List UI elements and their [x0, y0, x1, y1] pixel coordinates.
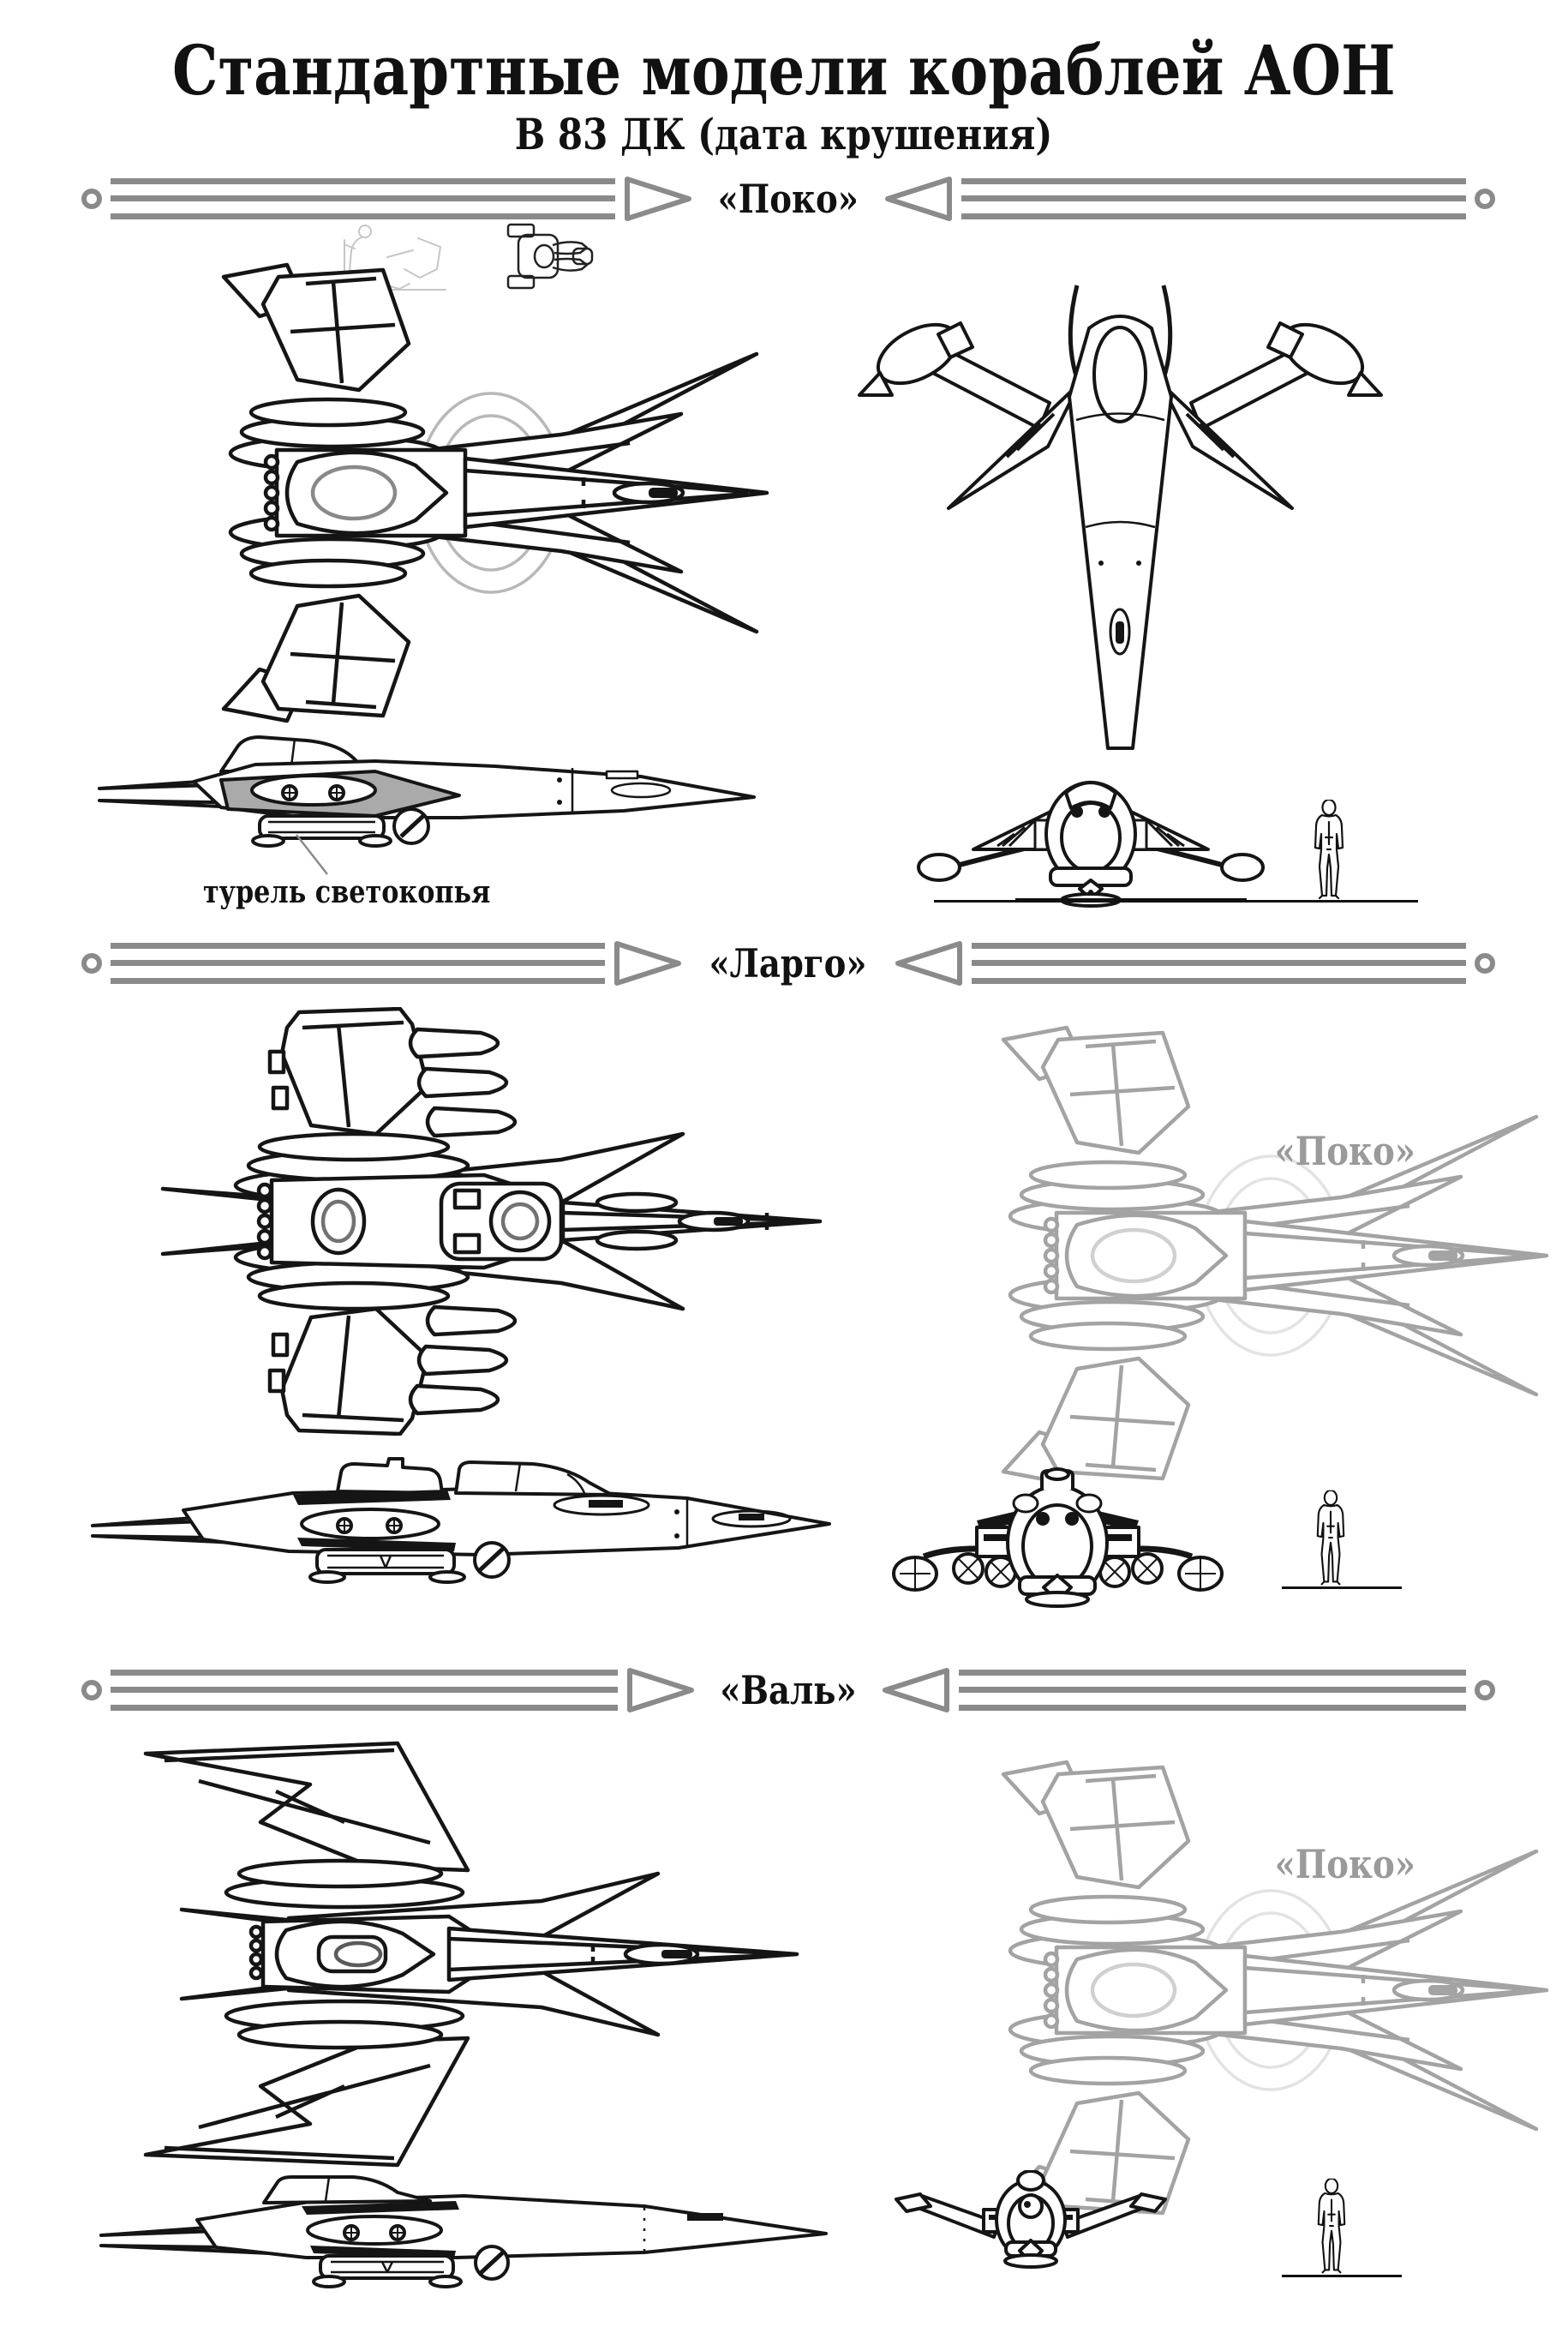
section-divider-largo	[81, 940, 1495, 987]
human-scale-figure	[1311, 800, 1347, 901]
arrow-right-icon	[613, 941, 682, 986]
poko-ghost-overlay-drawing	[861, 1016, 1555, 1496]
section-label-poko	[701, 176, 876, 222]
ghost-label-poko-text: «Поко»	[1274, 1128, 1416, 1174]
val-side-view-drawing	[96, 2170, 833, 2312]
ghost-label-poko	[1234, 1128, 1457, 1174]
page-subtitle-text: В 83 ДК (дата крушения)	[515, 109, 1053, 159]
poko-front-view-drawing	[907, 767, 1275, 909]
divider-bars	[111, 1670, 618, 1711]
largo-side-view-drawing	[87, 1457, 841, 1603]
section-divider-val	[81, 1667, 1495, 1713]
divider-bars	[972, 943, 1466, 984]
page-title	[0, 30, 1568, 111]
divider-ring-icon	[1475, 189, 1495, 209]
ground-line-thick	[1015, 898, 1247, 903]
divider-ring-icon	[81, 1680, 102, 1700]
divider-bars	[111, 943, 605, 984]
divider-bars	[111, 178, 615, 219]
val-front-view-drawing	[881, 2170, 1181, 2273]
arrow-left-icon	[884, 177, 953, 221]
poko-side-view-drawing	[93, 727, 761, 868]
section-label-largo	[691, 940, 885, 987]
divider-ring-icon	[1475, 1680, 1495, 1700]
largo-top-view-drawing	[81, 1007, 835, 1436]
arrow-left-icon	[895, 941, 963, 986]
ghost-label-poko	[1234, 1841, 1457, 1887]
page-subtitle	[0, 109, 1568, 159]
divider-ring-icon	[1475, 953, 1495, 974]
poko-top-view-drawing	[81, 253, 775, 733]
ground-line	[1282, 1586, 1402, 1589]
val-top-view-drawing	[62, 1740, 811, 2168]
human-scale-figure	[1314, 1489, 1348, 1588]
poko-ghost-overlay-drawing	[861, 1750, 1555, 2230]
page-title-text: Стандартные модели кораблей АОН	[172, 30, 1396, 111]
arrow-left-icon	[882, 1668, 950, 1712]
arrow-right-icon	[626, 1668, 695, 1712]
divider-bars	[961, 178, 1466, 219]
arrow-right-icon	[624, 177, 692, 221]
section-label-poko-text: «Поко»	[717, 176, 859, 222]
ground-line	[1282, 2275, 1402, 2277]
ghost-label-poko-text: «Поко»	[1274, 1841, 1416, 1887]
turret-annotation-text: турель светокопья	[202, 874, 491, 910]
section-label-val	[703, 1667, 873, 1713]
turret-annotation	[176, 874, 491, 910]
section-label-val-text: «Валь»	[720, 1667, 857, 1713]
poko-perspective-view-drawing	[835, 244, 1405, 776]
section-label-largo-text: «Ларго»	[709, 940, 867, 987]
human-scale-figure	[1314, 2177, 1349, 2276]
turret-leader-line	[290, 830, 332, 879]
divider-ring-icon	[81, 189, 102, 209]
divider-bars	[959, 1670, 1466, 1711]
divider-ring-icon	[81, 953, 102, 974]
section-divider-poko	[81, 176, 1495, 222]
largo-front-view-drawing	[867, 1467, 1248, 1613]
